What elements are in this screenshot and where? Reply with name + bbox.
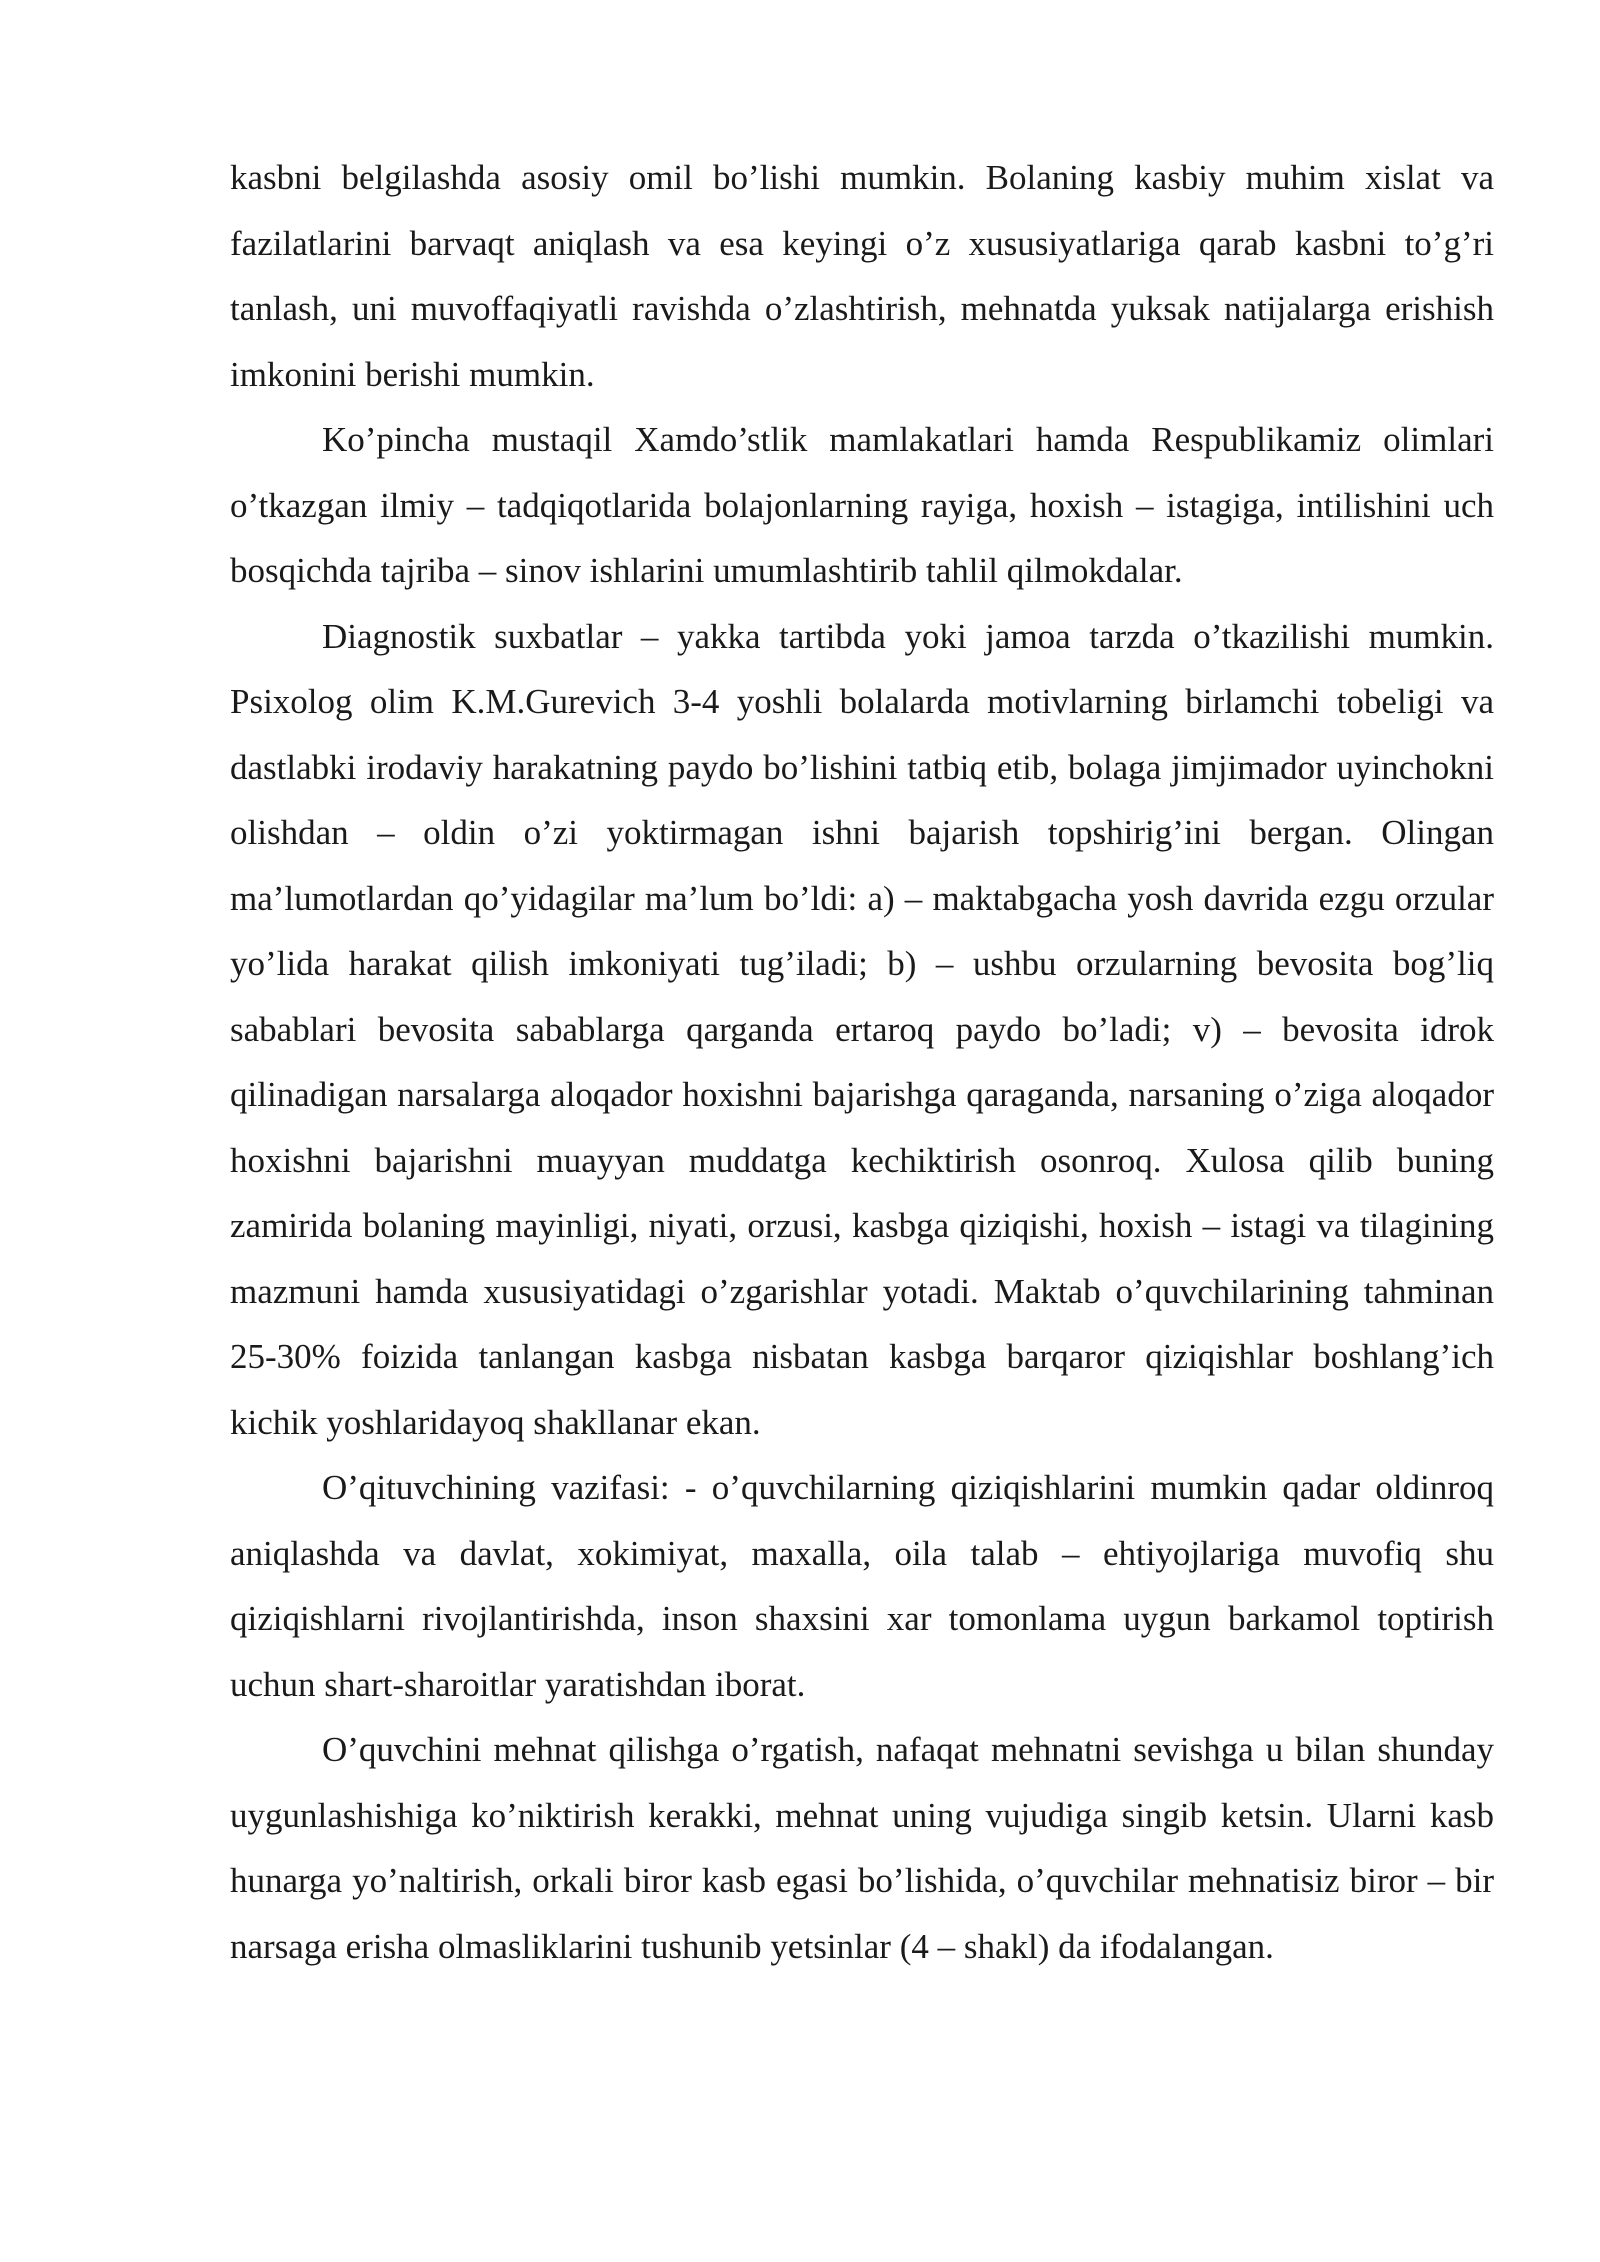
paragraph: O’quvchini mehnat qilishga o’rgatish, nafaqat mehnatni sevishga u bilan shunday uygunlashishiga ko’niktirish kerakki, mehnat uning vujudiga singib ketsin. Ularni kasb hunarga yo’naltirish, orkali biror kasb egasi bo’lishida, o’quvchilar mehnatisiz biror – bir narsaga erisha olmasliklarini tushunib yetsinlar (4 – shakl) da ifodalangan. <box>230 1730 1494 1966</box>
paragraph-continuation: kasbni belgilashda asosiy omil bo’lishi mumkin. Bolaning kasbiy muhim xislat va fazilatlarini barvaqt aniqlash va esa keyingi o’z xususiyatlariga qarab kasbni to’g’ri tanlash, uni muvoffaqiyatli ravishda o’zlashtirish, mehnatda yuksak natijalarga erishish imkonini berishi mumkin. <box>230 158 1494 394</box>
paragraph: Diagnostik suxbatlar – yakka tartibda yoki jamoa tarzda o’tkazilishi mumkin. Psixolog olim K.M.Gurevich 3-4 yoshli bolalarda motivlarning birlamchi tobeligi va dastlabki irodaviy harakatning paydo bo’lishini tatbiq etib, bolaga jimjimador uyinchokni olishdan – oldin o’zi yoktirmagan ishni bajarish topshirig’ini bergan. Olingan ma’lumotlardan qo’yidagilar ma’lum bo’ldi: a) – maktabgacha yosh davrida ezgu orzular yo’lida harakat qilish imkoniyati tug’iladi; b) – ushbu orzularning bevosita bog’liq sabablari bevosita sabablarga qarganda ertaroq paydo bo’ladi; v) – bevosita idrok qilinadigan narsalarga aloqador hoxishni bajarishga qaraganda, narsaning o’ziga aloqador hoxishni bajarishni muayyan muddatga kechiktirish osonroq. Xulosa qilib buning zamirida bolaning mayinligi, niyati, orzusi, kasbga qiziqishi, hoxish – istagi va tilagining mazmuni hamda xususiyatidagi o’zgarishlar yotadi. Maktab o’quvchilarining tahminan 25-30% foizida tanlangan kasbga nisbatan kasbga barqaror qiziqishlar boshlang’ich kichik yoshlaridayoq shakllanar ekan. <box>230 616 1494 1442</box>
paragraph: Ko’pincha mustaqil Xamdo’stlik mamlakatlari hamda Respublikamiz olimlari o’tkazgan ilmiy – tadqiqotlarida bolajonlarning rayiga, hoxish – istagiga, intilishini uch bosqichda tajriba – sinov ishlarini umumlashtirib tahlil qilmokdalar. <box>230 420 1494 590</box>
body-text <box>230 145 1494 1979</box>
paragraph: O’qituvchining vazifasi: - o’quvchilarning qiziqishlarini mumkin qadar oldinroq aniqlashda va davlat, xokimiyat, maxalla, oila talab – ehtiyojlariga muvofiq shu qiziqishlarni rivojlantirishda, inson shaxsini xar tomonlama uygun barkamol toptirish uchun shart-sharoitlar yaratishdan iborat. <box>230 1468 1494 1704</box>
